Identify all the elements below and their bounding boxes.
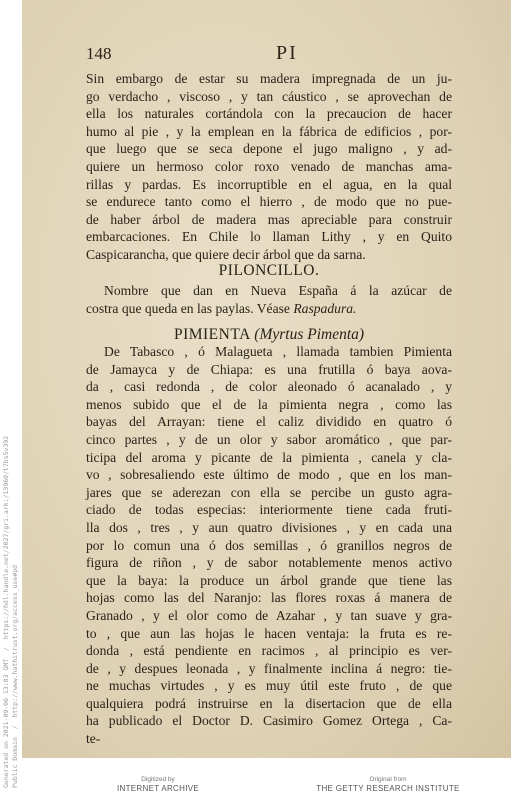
heading-latin: (Myrtus Pimenta)	[254, 326, 365, 343]
text-line: embarcaciones. En Chile lo llaman Lithy , y en Quito	[86, 229, 452, 245]
text-line: humo al pie , y la emplean en la fábrica de edificios , por-	[86, 123, 452, 139]
running-head: PI	[276, 42, 298, 64]
entry-continuation	[86, 70, 452, 264]
text-line: que la baya: la produce un árbol grande que tiene las	[86, 572, 452, 588]
text-line: to , que aun las hojas le hacen ventaja: la fruta es re-	[86, 625, 452, 641]
text-line: que luego que se seca depone el jugo maligno , y ad-	[86, 141, 452, 157]
text-line: go verdacho , viscoso , y tan cáustico , se aprovechan de	[86, 88, 452, 104]
text-line: cinco partes , y de un olor y sabor aromático , que par-	[86, 431, 452, 447]
text-line: Sin embargo de estar su madera impregnada de un ju-	[86, 71, 452, 86]
text-line: bayas del Arrayan: tiene el caliz dividido en quatro ó	[86, 414, 452, 430]
text-line: se endurece tanto como el hierro , de modo que no pue-	[86, 194, 452, 210]
text-line: De Tabasco , ó Malagueta , llamada tambien Pimienta	[104, 344, 452, 359]
page-number: 148	[86, 44, 112, 63]
hathitrust-side-note: Generated on 2021-09-06 13:03 GMT / https://hdl.handle.net/2027/gri.ark:/13960/t7bs5v392 Public Domain / http://www.hathitrust.org/access_use#pd	[2, 435, 19, 788]
entry-piloncillo	[86, 282, 452, 317]
text-line: por lo comun una ó dos semillas , ó granillos negros de	[86, 537, 452, 553]
text-line: ha publicado el Doctor D. Casimiro Gomez Ortega , Ca-	[86, 713, 452, 729]
text-line: te-	[86, 731, 101, 747]
footer-digitized-label: Digitized by	[141, 776, 175, 783]
text-line: ne muchas virtudes , y es muy útil este fruto , de que	[86, 678, 452, 694]
text-line: ticipa del aroma y picante de la pimienta , canela y cla-	[86, 449, 452, 465]
text-line: donda , está pendiente en racimos , al principio es ver-	[86, 643, 452, 659]
entry-heading-pimienta	[86, 326, 452, 344]
entry-pimienta	[86, 343, 452, 748]
text-line: vo , sobresaliendo este último de modo , que en los man-	[86, 467, 452, 483]
text-line: Granado , y el olor como de Azahar , y tan suave y gra-	[86, 607, 452, 623]
footer-original-source: THE GETTY RESEARCH INSTITUTE	[316, 784, 460, 793]
text-line: rillas y pardas. Es incorruptible en el agua, en la qual	[86, 176, 452, 192]
text-line: Nombre que dan en Nueva España á la azúcar de	[104, 283, 452, 298]
text-line: costra que queda en las paylas. Véase Raspadura.	[86, 300, 357, 316]
text-line: figura de riñon , y de sabor notablemente menos activo	[86, 555, 452, 571]
heading-main: PIMIENTA	[173, 326, 250, 343]
text-line: da , casi redonda , de color aleonado ó acanalado , y	[86, 379, 452, 395]
text-line: de Jamayca y de Chiapa: es una frutilla ó baya aova-	[86, 361, 452, 377]
text-line: menos subido que el de la pimienta negra , como las	[86, 396, 452, 412]
text-line: quiere un hermoso color roxo venado de manchas ama-	[86, 158, 452, 174]
text-line: lla dos , tres , y aun quatro divisiones , y en cada una	[86, 519, 452, 535]
footer-original-label: Original from	[369, 776, 407, 783]
text-line: de haber árbol de madera mas apreciable para construir	[86, 211, 452, 227]
text-line: Caspicarancha, que quiere decir árbol que da sarna.	[86, 246, 366, 262]
text-line: ella los naturales cortándola con la precaucion de hacer	[86, 106, 452, 122]
text-line: qualquiera podrá instruirse en la disertacion que de ella	[86, 695, 452, 711]
footer-digitized-source: INTERNET ARCHIVE	[117, 784, 199, 793]
footer-original	[288, 776, 488, 794]
text-line: hojas como las del Naranjo: las flores roxas á manera de	[86, 590, 452, 606]
footer-digitized	[58, 776, 258, 794]
text-line: ciado de todas especias: interiormente tiene cada fruti-	[86, 502, 452, 518]
entry-heading-piloncillo: PILONCILLO.	[218, 262, 320, 279]
page-header	[86, 42, 446, 64]
text-line: jares que se aderezan con ella se percibe un gusto agra-	[86, 484, 452, 500]
text-line: de , y despues leonada , y finalmente inclina á negro: tie-	[86, 660, 452, 676]
